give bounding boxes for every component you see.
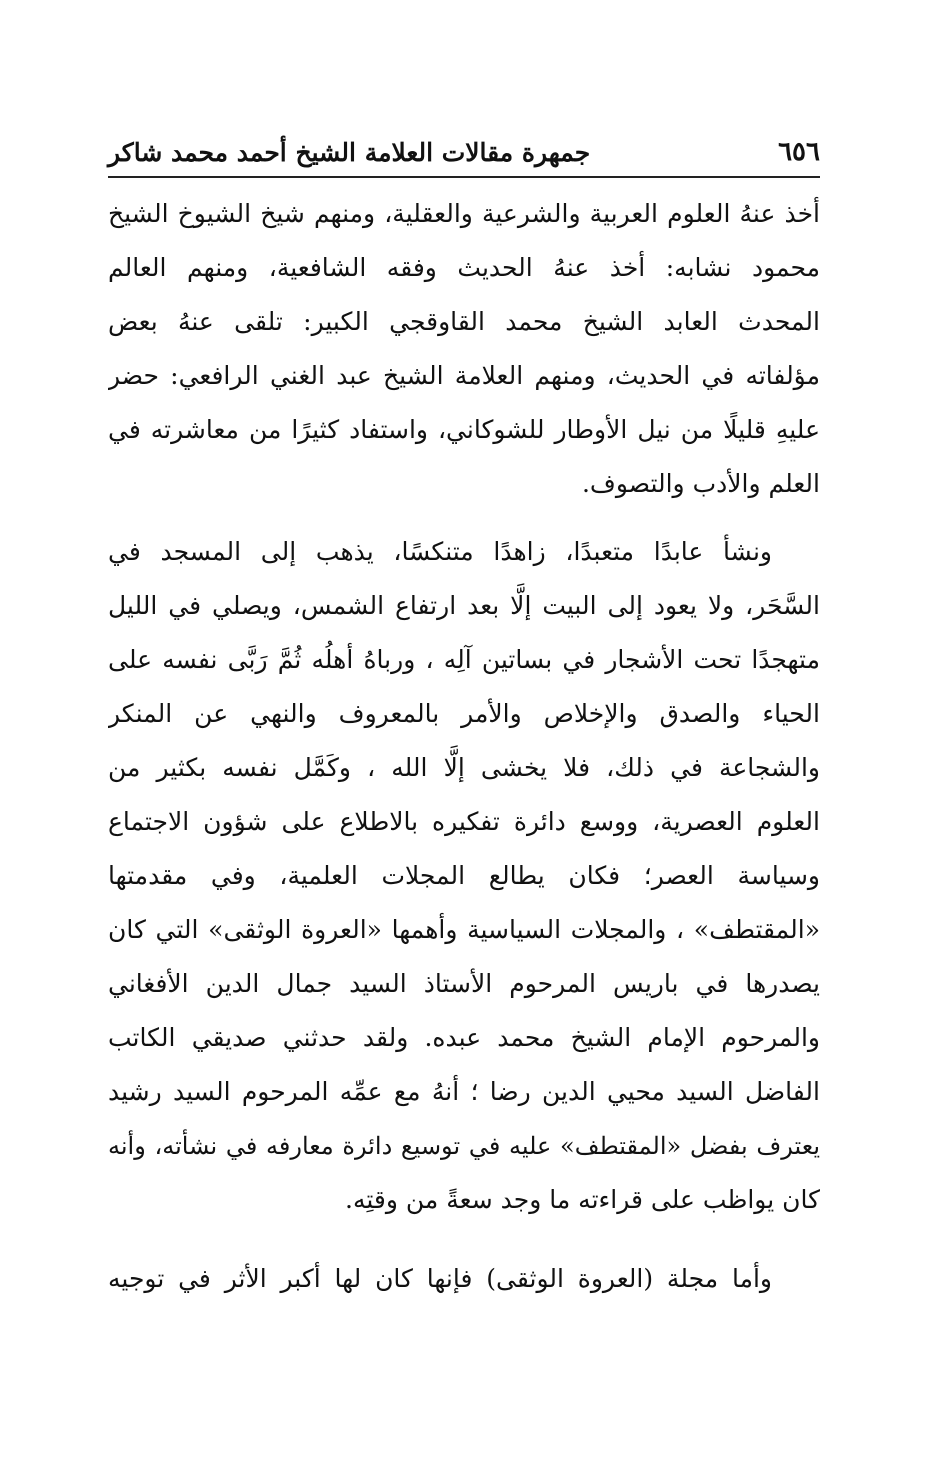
- text-line: «المقتطف» ، والمجلات السياسية وأهمها «العروة الوثقى» التي كان: [108, 915, 820, 944]
- text-line: يصدرها في باريس المرحوم الأستاذ السيد جمال الدين الأفغاني: [108, 969, 820, 998]
- text-line: وأما مجلة (العروة الوثقى) فإنها كان لها أكبر الأثر في توجيه: [108, 1264, 772, 1293]
- running-title: جمهرة مقالات العلامة الشيخ أحمد محمد شاكر: [108, 137, 591, 167]
- text-line: ونشأ عابدًا متعبدًا، زاهدًا متنكسًا، يذهب إلى المسجد في: [108, 537, 772, 566]
- paragraph-1: [108, 187, 820, 511]
- header-rule: [108, 176, 820, 178]
- text-line: العلوم العصرية، ووسع دائرة تفكيره بالاطلاع على شؤون الاجتماع: [108, 807, 820, 836]
- text-line: أخذ عنهُ العلوم العربية والشرعية والعقلية، ومنهم شيخ الشيوخ الشيخ: [108, 199, 820, 228]
- text-line: والشجاعة في ذلك، فلا يخشى إلَّا الله ، وكَمَّل نفسه بكثير من: [108, 753, 820, 782]
- text-line: الحياء والصدق والإخلاص والأمر بالمعروف والنهي عن المنكر: [108, 699, 820, 728]
- text-line: محمود نشابه: أخذ عنهُ الحديث وفقه الشافعية، ومنهم العالم: [108, 253, 820, 282]
- text-line: عليهِ قليلًا من نيل الأوطار للشوكاني، واستفاد كثيرًا من معاشرته في: [108, 415, 820, 444]
- page-header: [108, 132, 820, 172]
- text-line: مؤلفاته في الحديث، ومنهم العلامة الشيخ عبد الغني الرافعي: حضر: [108, 361, 820, 390]
- text-line: وسياسة العصر؛ فكان يطالع المجلات العلمية، وفي مقدمتها: [108, 861, 820, 890]
- page-number: ٦٥٦: [778, 137, 820, 167]
- text-line: يعترف بفضل «المقتطف» عليه في توسيع دائرة معارفه في نشأته، وأنه: [108, 1132, 820, 1160]
- text-line: السَّحَر، ولا يعود إلى البيت إلَّا بعد ارتفاع الشمس، ويصلي في الليل: [108, 591, 820, 620]
- paragraph-2: [108, 525, 820, 1227]
- text-line: متهجدًا تحت الأشجار في بساتين آلِه ، ورباهُ أهلُه ثُمَّ رَبَّى نفسه على: [108, 645, 820, 674]
- text-line: العلم والأدب والتصوف.: [581, 469, 820, 498]
- paragraph-3: [108, 1252, 820, 1306]
- text-line: والمرحوم الإمام الشيخ محمد عبده. ولقد حدثني صديقي الكاتب: [108, 1023, 820, 1052]
- text-line: الفاضل السيد محيي الدين رضا ؛ أنهُ مع عمِّه المرحوم السيد رشيد: [108, 1077, 820, 1106]
- text-line: كان يواظب على قراءته ما وجد سعةً من وقتِه.: [345, 1185, 820, 1214]
- text-line: المحدث العابد الشيخ محمد القاوقجي الكبير: تلقى عنهُ بعض: [108, 307, 820, 336]
